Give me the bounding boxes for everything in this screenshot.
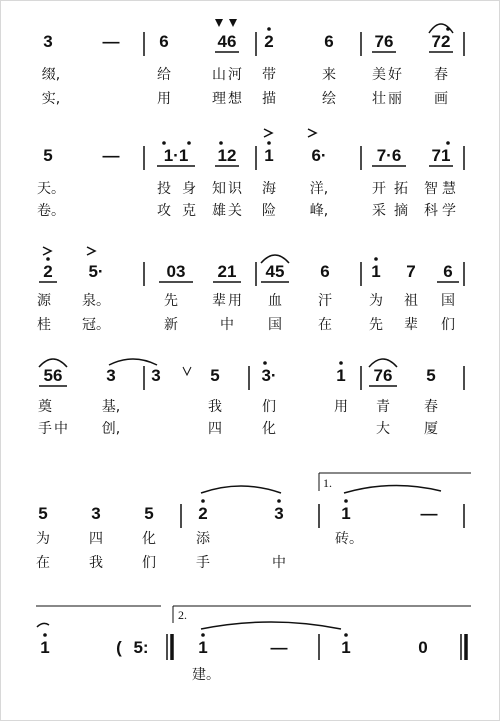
tie <box>344 485 441 493</box>
lyric: 源 <box>37 293 51 309</box>
lyric: 理 <box>212 91 226 107</box>
note: 6· <box>311 146 327 165</box>
lyric: 先 <box>369 317 383 333</box>
lyric: 新 <box>164 317 178 333</box>
accent-mark <box>229 19 237 27</box>
lyric: 春 <box>424 399 438 415</box>
note: 5 <box>210 366 220 385</box>
high-dot <box>162 141 166 145</box>
lyric: 手 <box>196 555 210 571</box>
lyric: 砖。 <box>335 531 363 547</box>
lyric: 在 <box>36 555 50 571</box>
lyric: 四 <box>89 531 103 547</box>
note: 2 <box>43 262 53 281</box>
score-canvas <box>1 1 500 721</box>
dash: — <box>102 32 120 51</box>
high-dot <box>446 141 450 145</box>
lyric: 冠。 <box>82 317 110 333</box>
lyric: 险 <box>262 203 276 219</box>
note: 46 <box>217 32 237 51</box>
note: 6 <box>159 32 169 51</box>
lyrics-1 <box>42 66 448 107</box>
lyric: 在 <box>318 317 332 333</box>
accent-mark <box>308 129 316 137</box>
lyrics-2 <box>37 180 456 219</box>
lyric: 雄 <box>212 203 226 219</box>
lyric: 厦 <box>424 421 438 437</box>
note: 5 <box>426 366 436 385</box>
lyric: 手 <box>38 421 52 437</box>
lyric: 青 <box>376 399 390 415</box>
lyric: 学 <box>442 203 456 219</box>
lyric: 四 <box>208 421 222 437</box>
note: 2 <box>198 504 208 523</box>
note: 1 <box>341 638 351 657</box>
note: 3 <box>151 366 161 385</box>
lyric: 实, <box>41 91 61 107</box>
lyric: 山 <box>212 67 226 83</box>
lyric: 用 <box>334 399 348 415</box>
note: 1 <box>264 146 274 165</box>
dash: — <box>102 146 120 165</box>
note: 76 <box>374 32 394 51</box>
lyric: 克 <box>182 203 196 219</box>
lyric: 拓 <box>394 181 408 197</box>
lyric: 画 <box>434 91 448 107</box>
note: 56 <box>43 366 63 385</box>
lyric: 缀, <box>41 67 61 83</box>
note: 5: <box>133 638 149 657</box>
note: 3 <box>106 366 116 385</box>
high-dot <box>263 361 267 365</box>
lyric: 我 <box>208 399 222 415</box>
note: 1 <box>341 504 351 523</box>
lyric: 化 <box>262 421 276 437</box>
lyric: 好 <box>388 67 402 83</box>
lyric: 基, <box>101 399 121 415</box>
lyric: 化 <box>142 531 156 547</box>
lyric: 们 <box>441 317 455 333</box>
lyric: 摘 <box>394 203 408 219</box>
lyric: 用 <box>228 293 242 309</box>
high-dot <box>43 633 47 637</box>
note: 6 <box>443 262 453 281</box>
lyric: 美 <box>372 67 386 83</box>
note: 5 <box>144 504 154 523</box>
lyric: 创, <box>101 421 121 437</box>
lyric: 科 <box>424 203 438 219</box>
accent-mark <box>87 247 95 255</box>
lyric: 开 <box>372 181 386 197</box>
lyric: 为 <box>36 531 50 547</box>
lyric: 河 <box>228 67 242 83</box>
lyric: 们 <box>142 555 156 571</box>
volta-label: 2. <box>178 608 187 622</box>
lyric: 为 <box>369 293 383 309</box>
tie <box>201 622 341 629</box>
lyrics-5 <box>36 530 363 571</box>
high-dot <box>277 499 281 503</box>
note: 6 <box>324 32 334 51</box>
note: 1 <box>336 366 346 385</box>
lyrics-6 <box>192 666 220 683</box>
note: 1 <box>371 262 381 281</box>
staff-line-2 <box>43 129 464 170</box>
lyric: 丽 <box>388 91 402 107</box>
note: 1·1 <box>163 146 189 165</box>
lyric: 攻 <box>157 203 171 219</box>
accent-mark <box>43 247 51 255</box>
lyric: 中 <box>54 421 68 437</box>
lyrics-4 <box>38 398 438 437</box>
note: 7 <box>406 262 416 281</box>
lyric: 智 <box>424 181 438 197</box>
lyric: 辈 <box>404 317 418 333</box>
volta-label: 1. <box>323 476 332 490</box>
lyric: 汗 <box>318 293 332 309</box>
lyric: 天。 <box>37 181 65 197</box>
lyric: 桂 <box>37 317 51 333</box>
dash: — <box>420 504 438 523</box>
lyric: 春 <box>434 67 448 83</box>
note: 12 <box>217 146 237 165</box>
tie <box>201 486 281 493</box>
lyric: 血 <box>268 293 282 309</box>
lyric: 采 <box>372 203 386 219</box>
lyric: 海 <box>262 181 276 197</box>
note: 03 <box>166 262 186 281</box>
lyric: 泉。 <box>82 293 110 309</box>
lyric: 洋, <box>309 181 329 197</box>
high-dot <box>267 141 271 145</box>
note: 72 <box>431 32 451 51</box>
high-dot <box>344 499 348 503</box>
accent-mark <box>264 129 272 137</box>
note: 76 <box>373 366 393 385</box>
lyric: 描 <box>262 91 276 107</box>
lyric: 大 <box>376 421 390 437</box>
high-dot <box>201 499 205 503</box>
staff-line-4 <box>39 359 464 390</box>
lyric: 峰, <box>309 203 329 219</box>
note: 71 <box>431 146 451 165</box>
lyric: 关 <box>228 203 242 219</box>
note: 1 <box>40 638 50 657</box>
note: 3 <box>43 32 53 51</box>
tie <box>109 359 157 365</box>
staff-line-3 <box>39 247 464 286</box>
lyric: 识 <box>228 181 242 197</box>
staff-line-6 <box>36 606 471 660</box>
bracket: ( <box>116 638 122 657</box>
note: 3· <box>261 366 277 385</box>
high-dot <box>339 361 343 365</box>
lyric: 建。 <box>192 667 220 683</box>
lyric: 用 <box>157 91 171 107</box>
lyric: 给 <box>157 67 171 83</box>
lyric: 身 <box>182 181 196 197</box>
note: 3 <box>274 504 284 523</box>
high-dot <box>344 633 348 637</box>
lyric: 国 <box>441 293 455 309</box>
note: 2 <box>264 32 274 51</box>
accent-mark <box>215 19 223 27</box>
lyric: 中 <box>220 317 234 333</box>
lyric: 先 <box>164 293 178 309</box>
high-dot <box>46 257 50 261</box>
lyric: 祖 <box>404 293 418 309</box>
note: 6 <box>320 262 330 281</box>
note: 1 <box>198 638 208 657</box>
lyric: 中 <box>272 555 286 571</box>
note: 5· <box>88 262 104 281</box>
staff-line-1 <box>43 19 464 56</box>
breath-mark <box>183 367 191 375</box>
lyric: 绘 <box>322 91 336 107</box>
note: 3 <box>91 504 101 523</box>
note: 7·6 <box>376 146 402 165</box>
note: 45 <box>265 262 285 281</box>
lyric: 来 <box>322 67 336 83</box>
dash: — <box>270 638 288 657</box>
tie-end <box>37 623 49 627</box>
high-dot <box>187 141 191 145</box>
lyric: 我 <box>89 555 103 571</box>
lyric: 慧 <box>442 181 456 197</box>
note: 21 <box>217 262 237 281</box>
lyric: 想 <box>228 91 242 107</box>
note: 5 <box>38 504 48 523</box>
note: 5 <box>43 146 53 165</box>
lyric: 知 <box>212 181 226 197</box>
lyric: 壮 <box>372 91 386 107</box>
lyric: 带 <box>262 67 276 83</box>
lyric: 卷。 <box>37 203 65 219</box>
lyrics-3 <box>37 292 455 333</box>
lyric: 国 <box>268 317 282 333</box>
lyric: 投 <box>157 181 171 197</box>
high-dot <box>267 27 271 31</box>
lyric: 辈 <box>212 293 226 309</box>
note: 0 <box>418 638 428 657</box>
lyric: 们 <box>262 399 276 415</box>
high-dot <box>374 257 378 261</box>
staff-line-5 <box>38 473 471 528</box>
lyric: 奠 <box>38 399 52 415</box>
high-dot <box>219 141 223 145</box>
lyric: 添 <box>196 531 210 547</box>
high-dot <box>201 633 205 637</box>
